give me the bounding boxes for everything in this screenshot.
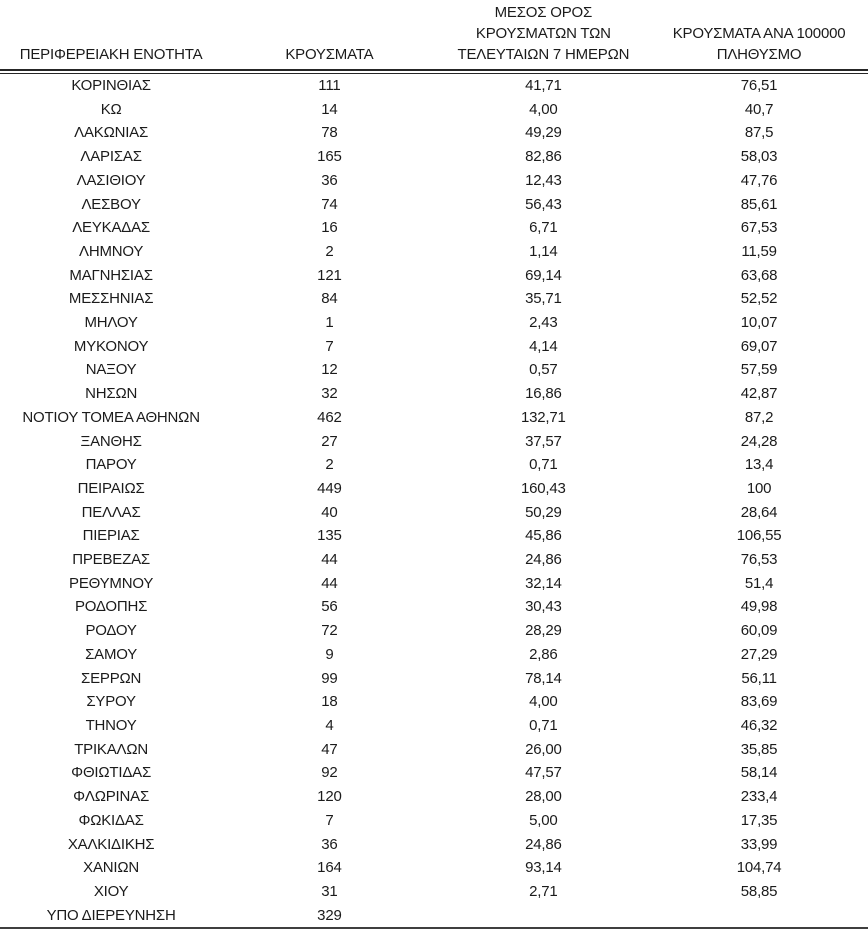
per100k-cell: 106,55 <box>736 527 782 545</box>
table-body <box>0 70 868 928</box>
table-row <box>0 690 868 714</box>
avg7-cell: 5,00 <box>529 811 558 829</box>
table-row <box>0 572 868 596</box>
column-header-line: ΚΡΟΥΣΜΑΤΑ ΑΝΑ 100000 <box>672 25 846 42</box>
avg7-cell: 69,14 <box>525 266 562 284</box>
table-row <box>0 714 868 738</box>
per100k-cell: 76,53 <box>740 551 778 569</box>
table-row <box>0 524 868 548</box>
region-cell: ΝΑΞΟΥ <box>85 361 137 379</box>
region-cell: ΠΕΙΡΑΙΩΣ <box>77 479 145 497</box>
region-cell: ΛΑΡΙΣΑΣ <box>80 148 142 166</box>
per100k-cell: 46,32 <box>740 716 778 734</box>
per100k-cell: 100 <box>746 479 772 497</box>
avg7-cell: 24,86 <box>525 835 562 853</box>
per100k-cell: 24,28 <box>740 432 778 450</box>
avg7-cell: 24,86 <box>525 551 562 569</box>
avg7-cell: 0,71 <box>529 456 558 474</box>
region-cell: ΞΑΝΘΗΣ <box>80 432 142 450</box>
per100k-cell <box>650 904 868 929</box>
per100k-cell: 83,69 <box>740 693 778 711</box>
cases-cell: 44 <box>321 574 338 592</box>
avg7-cell: 4,14 <box>529 337 558 355</box>
avg7-cell: 160,43 <box>521 479 566 497</box>
cases-cell: 14 <box>321 100 338 118</box>
table-row <box>0 904 868 929</box>
cases-cell: 4 <box>325 716 334 734</box>
table-row <box>0 193 868 217</box>
avg7-cell: 6,71 <box>529 219 558 237</box>
per100k-cell: 85,61 <box>740 195 778 213</box>
table-row <box>0 761 868 785</box>
per100k-cell: 42,87 <box>740 385 778 403</box>
avg7-cell: 78,14 <box>525 669 562 687</box>
table-row <box>0 785 868 809</box>
cases-cell: 120 <box>317 788 342 806</box>
cases-cell: 462 <box>317 408 342 426</box>
table-row <box>0 856 868 880</box>
cases-cell: 1 <box>325 314 334 332</box>
region-cell: ΜΥΚΟΝΟΥ <box>73 337 149 355</box>
per100k-cell: 27,29 <box>740 645 778 663</box>
table-row <box>0 311 868 335</box>
column-header-cases <box>222 0 436 70</box>
cases-cell: 56 <box>321 598 338 616</box>
cases-cell: 121 <box>317 266 342 284</box>
region-cell: ΝΗΣΩΝ <box>85 385 138 403</box>
table-row <box>0 287 868 311</box>
cases-cell: 2 <box>325 242 334 260</box>
region-cell: ΜΗΛΟΥ <box>84 314 138 332</box>
avg7-cell <box>437 904 651 929</box>
cases-cell: 27 <box>321 432 338 450</box>
cases-cell: 329 <box>222 904 436 929</box>
region-cell: ΜΕΣΣΗΝΙΑΣ <box>68 290 154 308</box>
region-cell: ΠΑΡΟΥ <box>85 456 137 474</box>
per100k-cell: 40,7 <box>744 100 774 118</box>
column-header-line: ΜΕΣΟΣ ΟΡΟΣ <box>494 4 593 21</box>
region-cell: ΦΘΙΩΤΙΔΑΣ <box>71 764 152 782</box>
avg7-cell: 2,71 <box>529 882 558 900</box>
cases-cell: 9 <box>325 645 334 663</box>
avg7-cell: 50,29 <box>525 503 562 521</box>
cases-cell: 7 <box>325 811 334 829</box>
per100k-cell: 233,4 <box>740 788 778 806</box>
table-row <box>0 335 868 359</box>
column-header-regional_unit <box>0 0 222 70</box>
region-cell: ΛΑΣΙΘΙΟΥ <box>76 171 146 189</box>
region-cell: ΦΛΩΡΙΝΑΣ <box>73 788 150 806</box>
cases-cell: 92 <box>321 764 338 782</box>
table-row <box>0 74 868 98</box>
table-row <box>0 406 868 430</box>
region-cell: ΧΑΝΙΩΝ <box>83 859 140 877</box>
per100k-cell: 28,64 <box>740 503 778 521</box>
avg7-cell: 16,86 <box>525 385 562 403</box>
per100k-cell: 58,03 <box>740 148 778 166</box>
column-header-line: ΠΛΗΘΥΣΜΟ <box>716 46 802 63</box>
region-cell: ΛΕΣΒΟΥ <box>81 195 141 213</box>
avg7-cell: 35,71 <box>525 290 562 308</box>
region-cell: ΠΙΕΡΙΑΣ <box>82 527 140 545</box>
per100k-cell: 49,98 <box>740 598 778 616</box>
table-row <box>0 833 868 857</box>
region-cell: ΛΗΜΝΟΥ <box>79 242 144 260</box>
column-header-line: ΠΕΡΙΦΕΡΕΙΑΚΗ ΕΝΟΤΗΤΑ <box>19 46 203 63</box>
table-row <box>0 548 868 572</box>
region-cell: ΝΟΤΙΟΥ ΤΟΜΕΑ ΑΘΗΝΩΝ <box>22 408 200 426</box>
cases-cell: 99 <box>321 669 338 687</box>
column-header-avg_cases_last_7_days <box>437 0 651 70</box>
region-cell: ΡΟΔΟΠΗΣ <box>74 598 148 616</box>
avg7-cell: 132,71 <box>521 408 566 426</box>
table-row <box>0 477 868 501</box>
avg7-cell: 93,14 <box>525 859 562 877</box>
region-cell: ΤΗΝΟΥ <box>85 716 137 734</box>
column-header-line: ΤΕΛΕΥΤΑΙΩΝ 7 ΗΜΕΡΩΝ <box>457 46 630 63</box>
region-cell: ΡΕΘΥΜΝΟΥ <box>69 574 154 592</box>
region-cell: ΤΡΙΚΑΛΩΝ <box>74 740 148 758</box>
per100k-cell: 67,53 <box>740 219 778 237</box>
avg7-cell: 37,57 <box>525 432 562 450</box>
table-row <box>0 240 868 264</box>
table-row <box>0 382 868 406</box>
avg7-cell: 4,00 <box>529 693 558 711</box>
table-row <box>0 216 868 240</box>
region-cell: ΛΑΚΩΝΙΑΣ <box>74 124 149 142</box>
avg7-cell: 56,43 <box>525 195 562 213</box>
cases-cell: 111 <box>318 77 341 94</box>
region-cell: ΣΥΡΟΥ <box>86 693 136 711</box>
per100k-cell: 57,59 <box>740 361 778 379</box>
cases-cell: 74 <box>321 195 338 213</box>
avg7-cell: 41,71 <box>525 77 562 94</box>
region-cell: ΠΕΛΛΑΣ <box>81 503 141 521</box>
table-row <box>0 880 868 904</box>
cases-cell: 47 <box>321 740 338 758</box>
region-cell: ΜΑΓΝΗΣΙΑΣ <box>69 266 153 284</box>
avg7-cell: 49,29 <box>525 124 562 142</box>
cases-cell: 44 <box>321 551 338 569</box>
cases-cell: 40 <box>321 503 338 521</box>
per100k-cell: 35,85 <box>740 740 778 758</box>
region-cell: ΚΩ <box>100 100 122 118</box>
cases-cell: 165 <box>317 148 342 166</box>
avg7-cell: 1,14 <box>529 242 558 260</box>
region-cell: ΚΟΡΙΝΘΙΑΣ <box>71 77 151 94</box>
table-row <box>0 501 868 525</box>
per100k-cell: 63,68 <box>740 266 778 284</box>
per100k-cell: 104,74 <box>736 859 782 877</box>
avg7-cell: 82,86 <box>525 148 562 166</box>
cases-cell: 84 <box>321 290 338 308</box>
region-cell: ΠΡΕΒΕΖΑΣ <box>72 551 150 569</box>
cases-cell: 36 <box>321 835 338 853</box>
region-cell: ΥΠΟ ΔΙΕΡΕΥΝΗΣΗ <box>0 904 222 929</box>
region-cell: ΦΩΚΙΔΑΣ <box>78 811 144 829</box>
per100k-cell: 58,85 <box>740 882 778 900</box>
avg7-cell: 4,00 <box>529 100 558 118</box>
per100k-cell: 13,4 <box>744 456 774 474</box>
table-row <box>0 358 868 382</box>
cases-cell: 18 <box>321 693 338 711</box>
avg7-cell: 0,57 <box>529 361 558 379</box>
table-header-row <box>0 0 868 70</box>
table-row <box>0 667 868 691</box>
table-row <box>0 145 868 169</box>
avg7-cell: 32,14 <box>525 574 562 592</box>
cases-cell: 78 <box>321 124 338 142</box>
avg7-cell: 2,86 <box>529 645 558 663</box>
avg7-cell: 12,43 <box>525 171 562 189</box>
cases-cell: 449 <box>317 479 342 497</box>
column-header-line: ΚΡΟΥΣΜΑΤΑ <box>285 46 374 63</box>
table-row <box>0 98 868 122</box>
cases-cell: 36 <box>321 171 338 189</box>
per100k-cell: 17,35 <box>740 811 778 829</box>
per100k-cell: 60,09 <box>740 622 778 640</box>
avg7-cell: 45,86 <box>525 527 562 545</box>
cases-cell: 32 <box>321 385 338 403</box>
table-row <box>0 738 868 762</box>
region-cell: ΧΙΟΥ <box>93 882 129 900</box>
per100k-cell: 58,14 <box>740 764 778 782</box>
cases-cell: 7 <box>325 337 334 355</box>
column-header-line: ΚΡΟΥΣΜΑΤΩΝ ΤΩΝ <box>475 25 611 42</box>
region-cell: ΣΕΡΡΩΝ <box>81 669 142 687</box>
table-row <box>0 643 868 667</box>
per100k-cell: 52,52 <box>740 290 778 308</box>
cases-cell: 16 <box>321 219 338 237</box>
per100k-cell: 47,76 <box>740 171 778 189</box>
table-row <box>0 453 868 477</box>
column-header-cases_per_100000 <box>650 0 868 70</box>
cases-cell: 135 <box>317 527 342 545</box>
table-row <box>0 595 868 619</box>
per100k-cell: 33,99 <box>740 835 778 853</box>
avg7-cell: 28,29 <box>525 622 562 640</box>
cases-cell: 31 <box>321 882 338 900</box>
table-row <box>0 619 868 643</box>
per100k-cell: 69,07 <box>740 337 778 355</box>
table-row <box>0 121 868 145</box>
per100k-cell: 10,07 <box>740 314 778 332</box>
per100k-cell: 56,11 <box>741 669 777 687</box>
table-row <box>0 809 868 833</box>
per100k-cell: 51,4 <box>744 574 774 592</box>
cases-cell: 12 <box>321 361 338 379</box>
per100k-cell: 11,59 <box>741 242 777 260</box>
avg7-cell: 26,00 <box>525 740 562 758</box>
per100k-cell: 87,2 <box>744 408 774 426</box>
cases-cell: 2 <box>325 456 334 474</box>
avg7-cell: 28,00 <box>525 788 562 806</box>
region-cell: ΛΕΥΚΑΔΑΣ <box>72 219 150 237</box>
table-row <box>0 169 868 193</box>
table-row <box>0 430 868 454</box>
cases-cell: 72 <box>321 622 338 640</box>
table-row <box>0 264 868 288</box>
table-header <box>0 0 868 70</box>
avg7-cell: 47,57 <box>525 764 562 782</box>
region-cell: ΣΑΜΟΥ <box>85 645 138 663</box>
region-cell: ΡΟΔΟΥ <box>85 622 137 640</box>
per100k-cell: 76,51 <box>740 77 778 94</box>
avg7-cell: 30,43 <box>525 598 562 616</box>
avg7-cell: 0,71 <box>529 716 558 734</box>
avg7-cell: 2,43 <box>529 314 558 332</box>
per100k-cell: 87,5 <box>744 124 774 142</box>
region-cell: ΧΑΛΚΙΔΙΚΗΣ <box>67 835 155 853</box>
cases-cell: 164 <box>317 859 342 877</box>
